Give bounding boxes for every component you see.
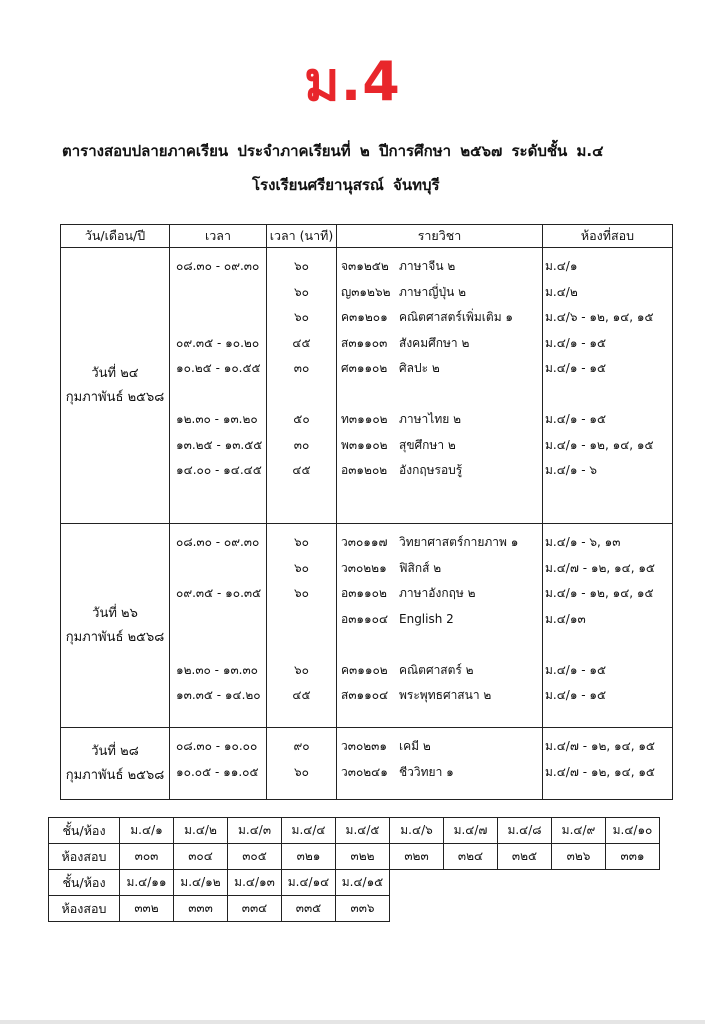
empty-cell — [390, 870, 444, 896]
exam-minutes: ๓๐ — [293, 361, 310, 375]
exam-subject — [337, 407, 542, 433]
exam-room: ม.๔/๑ - ๑๕ — [545, 412, 607, 426]
subject-name: คณิตศาสตร์เพิ่มเติม ๑ — [399, 310, 514, 324]
class-cell: ม.๔/๑๒ — [174, 870, 228, 896]
blank-line — [267, 382, 336, 408]
exam-subject — [337, 331, 542, 357]
exam-minutes: ๖๐ — [294, 535, 309, 549]
exam-minutes: ๖๐ — [294, 586, 309, 600]
exam-room: ม.๔/๑ — [545, 259, 578, 273]
class-cell: ม.๔/๗ — [444, 818, 498, 844]
exam-subject — [337, 658, 542, 684]
subject-name: คณิตศาสตร์ ๒ — [399, 662, 474, 677]
exam-time: ๑๒.๓๐ - ๑๓.๒๐ — [176, 412, 258, 426]
exam-room-number-cell: ๓๐๕ — [228, 844, 282, 870]
subject-name: อังกฤษรอบรู้ — [399, 463, 463, 477]
exam-room-number-cell: ๓๓๑ — [606, 844, 660, 870]
exam-date-day: วันที่ ๒๘ — [91, 743, 139, 759]
subject-code: ศ๓๑๑๐๒ — [341, 361, 388, 375]
exam-time: ๐๙.๓๕ - ๑๐.๓๕ — [176, 586, 262, 600]
exam-minutes-column — [267, 524, 337, 728]
exam-room: ม.๔/๑ - ๖, ๑๓ — [545, 535, 621, 549]
exam-room-number-cell: ๓๒๑ — [282, 844, 336, 870]
subject-code: ค๓๑๒๐๑ — [341, 310, 388, 324]
subject-code: อ๓๑๑๐๔ — [341, 611, 389, 626]
exam-time: ๐๘.๓๐ - ๐๙.๓๐ — [176, 535, 260, 549]
subject-name: ศิลปะ ๒ — [399, 361, 440, 375]
exam-room-number-cell: ๓๓๒ — [120, 896, 174, 922]
exam-time: ๐๙.๓๕ - ๑๐.๒๐ — [176, 335, 260, 350]
exam-time: ๑๒.๓๐ - ๑๓.๓๐ — [176, 662, 258, 677]
exam-subject-column — [337, 728, 543, 800]
day-row — [61, 524, 673, 728]
class-row — [49, 870, 660, 896]
exam-room: ม.๔/๑ - ๑๕ — [545, 688, 607, 702]
exam-date-day: วันที่ ๒๖ — [92, 605, 138, 621]
exam-time-column — [170, 248, 267, 524]
exam-subject — [337, 254, 542, 280]
empty-cell — [498, 896, 552, 922]
exam-minutes: ๔๕ — [292, 463, 311, 477]
subject-code: จ๓๑๒๕๒ — [341, 259, 389, 273]
exam-room-number-cell: ๓๐๓ — [120, 844, 174, 870]
subject-code: ว๓๐๒๔๑ — [341, 764, 388, 779]
exam-room-number-row — [49, 896, 660, 922]
exam-minutes: ๖๐ — [294, 310, 309, 324]
exam-subject — [337, 280, 542, 306]
exam-subject — [337, 305, 542, 331]
exam-subject — [337, 530, 542, 556]
exam-minutes: ๔๕ — [292, 335, 311, 350]
exam-date-month-year: กุมภาพันธ์ ๒๕๖๘ — [65, 629, 165, 645]
blank-line — [170, 632, 266, 658]
blank-line — [267, 632, 336, 658]
subject-name: English 2 — [399, 611, 454, 626]
exam-subject-column — [337, 248, 543, 524]
exam-room-number-label: ห้องสอบ — [49, 896, 120, 922]
class-cell: ม.๔/๑๐ — [606, 818, 660, 844]
exam-minutes: ๓๐ — [293, 437, 310, 452]
exam-room: ม.๔/๗ - ๑๒, ๑๔, ๑๕ — [545, 739, 656, 753]
exam-schedule-heading: ตารางสอบปลายภาคเรียน ประจำภาคเรียนที่ ๒ ปีการศึกษา ๒๕๖๗ ระดับชั้น ม.๔ — [62, 142, 604, 160]
exam-time: ๑๔.๐๐ - ๑๔.๔๕ — [176, 463, 262, 477]
empty-cell — [606, 896, 660, 922]
class-label: ชั้น/ห้อง — [49, 818, 120, 844]
empty-cell — [552, 896, 606, 922]
exam-schedule-table — [60, 224, 673, 800]
empty-cell — [444, 896, 498, 922]
header-room: ห้องที่สอบ — [543, 225, 673, 248]
exam-room-number-row — [49, 844, 660, 870]
subject-name: สุขศึกษา ๒ — [399, 437, 456, 452]
empty-cell — [444, 870, 498, 896]
exam-room: ม.๔/๑ - ๑๕ — [545, 361, 607, 375]
school-name: โรงเรียนศรียานุสรณ์ จันทบุรี — [252, 176, 440, 194]
exam-minutes: ๖๐ — [294, 662, 309, 677]
header-date: วัน/เดือน/ปี — [61, 225, 170, 248]
exam-room-number-cell: ๓๒๒ — [336, 844, 390, 870]
exam-subject — [337, 556, 542, 582]
day-row — [61, 248, 673, 524]
exam-minutes-column — [267, 248, 337, 524]
exam-time: ๐๘.๓๐ - ๑๐.๐๐ — [176, 739, 258, 753]
subject-code: ส๓๑๑๐๔ — [341, 688, 389, 702]
class-cell: ม.๔/๔ — [282, 818, 336, 844]
exam-room: ม.๔/๒ — [545, 284, 578, 299]
subject-name: ภาษาจีน ๒ — [399, 259, 456, 273]
class-cell: ม.๔/๖ — [390, 818, 444, 844]
empty-cell — [552, 870, 606, 896]
subject-code: พ๓๑๑๐๒ — [341, 437, 388, 452]
exam-time: ๑๓.๒๕ - ๑๓.๕๕ — [176, 437, 263, 452]
exam-room: ม.๔/๗ - ๑๒, ๑๔, ๑๕ — [545, 560, 656, 575]
subject-code: ว๓๐๒๒๑ — [341, 560, 387, 575]
exam-minutes: ๕๐ — [293, 412, 310, 426]
blank-line — [337, 382, 542, 408]
day-row — [61, 728, 673, 800]
class-cell: ม.๔/๙ — [552, 818, 606, 844]
subject-name: ภาษาอังกฤษ ๒ — [399, 586, 476, 600]
subject-name: ภาษาไทย ๒ — [399, 412, 461, 426]
empty-cell — [498, 870, 552, 896]
exam-time: ๑๓.๓๕ - ๑๔.๒๐ — [176, 688, 261, 702]
exam-minutes: ๖๐ — [294, 764, 309, 779]
exam-minutes — [267, 607, 336, 633]
exam-date — [61, 524, 170, 728]
header-minutes: เวลา (นาที) — [267, 225, 337, 248]
exam-room-number-cell: ๓๓๓ — [174, 896, 228, 922]
page-bottom-edge — [0, 1020, 705, 1024]
exam-room: ม.๔/๑ - ๖ — [545, 463, 598, 477]
blank-line — [543, 382, 672, 408]
exam-room-number-cell: ๓๒๔ — [444, 844, 498, 870]
subject-name: ชีววิทยา ๑ — [399, 764, 454, 779]
exam-room-table — [48, 817, 660, 922]
exam-room-number-cell: ๓๓๖ — [336, 896, 390, 922]
empty-cell — [606, 870, 660, 896]
subject-code: อ๓๑๑๐๒ — [341, 586, 387, 600]
class-cell: ม.๔/๑๕ — [336, 870, 390, 896]
header-time: เวลา — [170, 225, 267, 248]
exam-subject — [337, 356, 542, 382]
exam-date — [61, 248, 170, 524]
subject-code: ท๓๑๑๐๒ — [341, 412, 388, 426]
exam-time: ๐๘.๓๐ - ๐๙.๓๐ — [176, 259, 260, 273]
class-cell: ม.๔/๑๔ — [282, 870, 336, 896]
exam-minutes: ๖๐ — [294, 259, 309, 273]
exam-room: ม.๔/๑ - ๑๕ — [545, 662, 607, 677]
exam-time-column — [170, 728, 267, 800]
exam-date — [61, 728, 170, 800]
subject-code: ว๓๐๒๓๑ — [341, 739, 387, 753]
exam-room-number-cell: ๓๓๔ — [228, 896, 282, 922]
exam-room: ม.๔/๗ - ๑๒, ๑๔, ๑๕ — [545, 764, 656, 779]
exam-subject — [337, 581, 542, 607]
class-cell: ม.๔/๘ — [498, 818, 552, 844]
page-title: ม.4 — [304, 50, 401, 113]
table-header-row — [61, 225, 673, 248]
subject-code: อ๓๑๒๐๒ — [341, 463, 388, 477]
exam-date-month-year: กุมภาพันธ์ ๒๕๖๘ — [65, 389, 165, 405]
exam-room-column — [543, 524, 673, 728]
subject-name: สังคมศึกษา ๒ — [399, 335, 470, 350]
exam-room-number-cell: ๓๓๕ — [282, 896, 336, 922]
exam-subject — [337, 683, 542, 709]
exam-subject — [337, 433, 542, 459]
class-cell: ม.๔/๓ — [228, 818, 282, 844]
class-cell: ม.๔/๑๑ — [120, 870, 174, 896]
subject-code: ค๓๑๑๐๒ — [341, 662, 388, 677]
exam-subject-column — [337, 524, 543, 728]
exam-room: ม.๔/๑ - ๑๒, ๑๔, ๑๕ — [545, 586, 654, 600]
exam-room-number-cell: ๓๒๓ — [390, 844, 444, 870]
exam-date-day: วันที่ ๒๔ — [91, 365, 139, 381]
exam-time — [170, 305, 266, 331]
class-cell: ม.๔/๑๓ — [228, 870, 282, 896]
exam-time — [170, 607, 266, 633]
class-label: ชั้น/ห้อง — [49, 870, 120, 896]
exam-room: ม.๔/๑๓ — [545, 611, 586, 626]
exam-subject — [337, 734, 542, 760]
exam-time — [170, 556, 266, 582]
exam-minutes: ๔๕ — [292, 688, 311, 702]
exam-time-column — [170, 524, 267, 728]
exam-room-column — [543, 728, 673, 800]
exam-room-column — [543, 248, 673, 524]
subject-name: เคมี ๒ — [399, 739, 431, 753]
exam-subject — [337, 607, 542, 633]
exam-subject — [337, 458, 542, 484]
exam-room: ม.๔/๑ - ๑๒, ๑๔, ๑๕ — [545, 437, 654, 452]
exam-minutes: ๖๐ — [294, 284, 309, 299]
subject-code: ญ๓๑๒๖๒ — [341, 284, 391, 299]
class-cell: ม.๔/๑ — [120, 818, 174, 844]
exam-room-number-cell: ๓๒๖ — [552, 844, 606, 870]
blank-line — [170, 382, 266, 408]
exam-minutes: ๙๐ — [293, 739, 310, 753]
empty-cell — [390, 896, 444, 922]
exam-minutes-column — [267, 728, 337, 800]
subject-name: ภาษาญี่ปุ่น ๒ — [399, 284, 467, 299]
class-cell: ม.๔/๒ — [174, 818, 228, 844]
subject-name: ฟิสิกส์ ๒ — [399, 560, 442, 575]
exam-minutes: ๖๐ — [294, 560, 309, 575]
exam-room-number-cell: ๓๐๔ — [174, 844, 228, 870]
header-subject: รายวิชา — [337, 225, 543, 248]
subject-name: วิทยาศาสตร์กายภาพ ๑ — [399, 535, 519, 549]
blank-line — [543, 632, 672, 658]
exam-time: ๑๐.๐๕ - ๑๑.๐๕ — [176, 764, 259, 779]
exam-time: ๑๐.๒๕ - ๑๐.๕๕ — [176, 361, 261, 375]
exam-room: ม.๔/๖ - ๑๒, ๑๔, ๑๕ — [545, 310, 654, 324]
exam-subject — [337, 760, 542, 786]
subject-name: พระพุทธศาสนา ๒ — [399, 688, 492, 702]
exam-room: ม.๔/๑ - ๑๕ — [545, 335, 607, 350]
subject-code: ว๓๐๑๑๗ — [341, 535, 388, 549]
exam-room-number-cell: ๓๒๕ — [498, 844, 552, 870]
class-row — [49, 818, 660, 844]
exam-room-number-label: ห้องสอบ — [49, 844, 120, 870]
exam-date-month-year: กุมภาพันธ์ ๒๕๖๘ — [65, 767, 165, 783]
class-cell: ม.๔/๕ — [336, 818, 390, 844]
blank-line — [337, 632, 542, 658]
subject-code: ส๓๑๑๐๓ — [341, 335, 388, 350]
exam-time — [170, 280, 266, 306]
